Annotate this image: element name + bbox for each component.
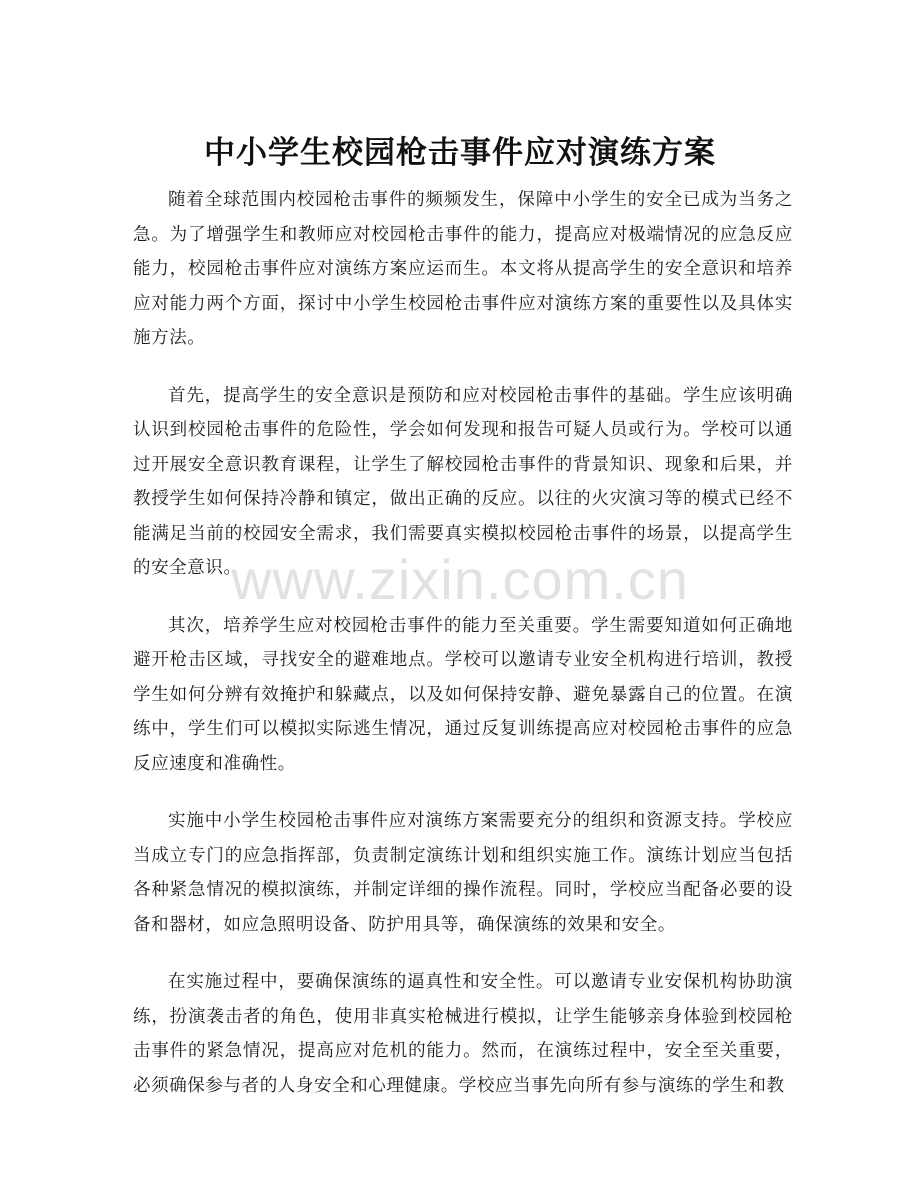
paragraph-1: 随着全球范围内校园枪击事件的频频发生，保障中小学生的安全已成为当务之急。为了增强学生和教师应对校园枪击事件的能力，提高应对极端情况的应急反应能力，校园枪击事件应对演练方案应运而生。本文将从提高学生的安全意识和培养应对能力两个方面，探讨中小学生校园枪击事件应对演练方案的重要性以及具体实施方法。 bbox=[133, 190, 793, 348]
document-title: 中小学生校园枪击事件应对演练方案 bbox=[204, 134, 716, 171]
paragraph-5: 在实施过程中，要确保演练的逼真性和安全性。可以邀请专业安保机构协助演练，扮演袭击者的角色，使用非真实枪械进行模拟，让学生能够亲身体验到校园枪击事件的紧急情况，提高应对危机的能力。然而，在演练过程中，安全至关重要，必须确保参与者的人身安全和心理健康。学校应当事先向所有参与演练的学生和教 bbox=[133, 972, 793, 1096]
paragraph-4: 实施中小学生校园枪击事件应对演练方案需要充分的组织和资源支持。学校应当成立专门的应急指挥部，负责制定演练计划和组织实施工作。演练计划应当包括各种紧急情况的模拟演练，并制定详细的操作流程。同时，学校应当配备必要的设备和器材，如应急照明设备、防护用具等，确保演练的效果和安全。 bbox=[133, 811, 793, 935]
watermark: www.zixin.com.cn bbox=[231, 548, 689, 611]
paragraph-3: 其次，培养学生应对校园枪击事件的能力至关重要。学生需要知道如何正确地避开枪击区域，寻找安全的避难地点。学校可以邀请专业安全机构进行培训，教授学生如何分辨有效掩护和躲藏点，以及如何保持安静、避免暴露自己的位置。在演练中，学生们可以模拟实际逃生情况，通过反复训练提高应对校园枪击事件的应急反应速度和准确性。 bbox=[133, 615, 793, 774]
document-body bbox=[133, 183, 793, 1126]
paragraph-2: 首先，提高学生的安全意识是预防和应对校园枪击事件的基础。学生应该明确认识到校园枪击事件的危险性，学会如何发现和报告可疑人员或行为。学校可以通过开展安全意识教育课程，让学生了解校园枪击事件的背景知识、现象和后果，并教授学生如何保持冷静和镇定，做出正确的反应。以往的火灾演习等的模式已经不能满足当前的校园安全需求，我们需要真实模拟校园枪击事件的场景，以提高学生的安全意识。 bbox=[133, 385, 793, 578]
